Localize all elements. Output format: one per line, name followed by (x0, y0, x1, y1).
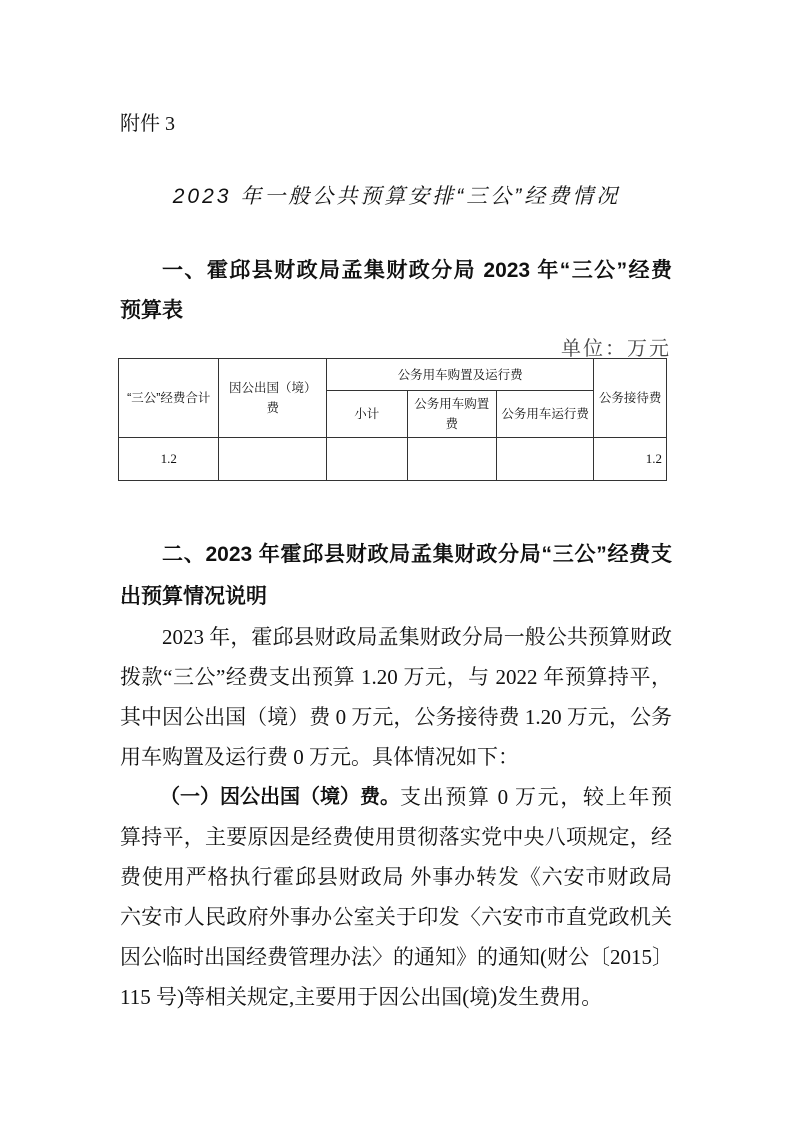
attachment-label: 附件 3 (120, 113, 175, 135)
header-abroad: 因公出国（境）费 (219, 359, 327, 438)
section1-heading-line2: 预算表 (120, 299, 183, 322)
header-reception: 公务接待费 (594, 359, 667, 438)
para2-line2: 算持平，主要原因是经费使用贯彻落实党中央八项规定，经 (120, 825, 672, 849)
cell-vehicle-operation (496, 438, 593, 481)
para2-line1 (160, 782, 672, 812)
header-vehicle-group: 公务用车购置及运行费 (326, 359, 593, 391)
three-public-budget-table (118, 358, 667, 481)
unit-label: 单位：万元 (561, 338, 671, 360)
para2-line3: 费使用严格执行霍邱县财政局 外事办转发《六安市财政局 (120, 865, 672, 889)
header-total: “三公”经费合计 (119, 359, 219, 438)
cell-vehicle-purchase (407, 438, 496, 481)
para2-line5: 因公临时出国经费管理办法〉的通知》的通知(财公〔2015〕 (120, 945, 673, 969)
para2-bold-heading: （一）因公出国（境）费。 (160, 786, 400, 808)
para1-line4: 用车购置及运行费 0 万元。具体情况如下： (120, 745, 519, 769)
cell-subtotal (326, 438, 407, 481)
para1-line1: 2023 年，霍邱县财政局孟集财政分局一般公共预算财政 (162, 625, 672, 649)
cell-abroad (219, 438, 327, 481)
header-vehicle-operation: 公务用车运行费 (496, 391, 593, 438)
section1-heading-line1: 一、霍邱县财政局孟集财政分局 2023 年“三公”经费 (162, 259, 672, 282)
header-vehicle-purchase: 公务用车购置费 (407, 391, 496, 438)
section2-heading-line2: 出预算情况说明 (120, 585, 267, 608)
cell-total: 1.2 (119, 438, 219, 481)
header-subtotal: 小计 (326, 391, 407, 438)
para2-line6: 115 号)等相关规定,主要用于因公出国(境)发生费用。 (120, 985, 603, 1009)
table-row (119, 438, 667, 481)
para1-line2: 拨款“三公”经费支出预算 1.20 万元，与 2022 年预算持平， (120, 665, 672, 689)
para2-line4: 六安市人民政府外事办公室关于印发〈六安市市直党政机关 (120, 905, 672, 929)
para1-line3: 其中因公出国（境）费 0 万元，公务接待费 1.20 万元，公务 (120, 705, 672, 729)
section2-heading-line1: 二、2023 年霍邱县财政局孟集财政分局“三公”经费支 (162, 543, 672, 566)
cell-reception: 1.2 (594, 438, 667, 481)
document-title: 2023 年一般公共预算安排“三公”经费情况 (172, 185, 621, 208)
para2-line1-rest: 支出预算 0 万元，较上年预 (400, 785, 672, 809)
